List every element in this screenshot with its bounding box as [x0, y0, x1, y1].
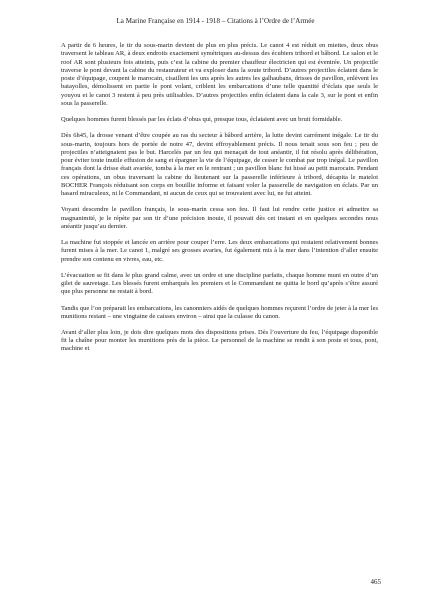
paragraph-1: A partir de 6 heures, le tir du sous-marin devient de plus en plus précis. Le canot 4 est réduit en miettes, deux obus traversent le tableau AR, à deux endroits exactement symétriques au-dessus des écubiers tribord et bâbord. Le salon et le roof AR sont plusieurs fois atteints, puis c’est la cabine du premier chauffeur électricien qui est éventrée. Un projectile traverse le pont devant la cabine du restaurateur et va exploser dans la soute tribord. D’autres projectiles éclatent dans le poste d’équipage, coupent le marocain, cisaillent les uns après les autres les galhaubans, drisses de pavillon, enlèvent les batayolles, démolissent en partie le pont volant, criblent les embarcations d’une telle quantité d’éclats que seuls le youyou et le canot 3 restent à peu près utilisables. D’autres projectiles enfin éclatent dans la cale 3, sur le pont et enfin sous la passerelle. [61, 42, 378, 108]
paragraph-8: Avant d’aller plus loin, je dois dire quelques mots des dispositions prises. Dès l’ouverture du feu, l’équipage disponible fit la chaîne pour monter les munitions près de la pièce. Le personnel de la machine se rendit à son poste et tous, pont, machine et [61, 328, 378, 353]
page-number: 465 [370, 578, 381, 586]
paragraph-5: La machine fut stoppée et lancée en arrière pour couper l’erre. Les deux embarcations qui restaient relativement bonnes furent mises à la mer. Le canot 1, malgré ses grosses avaries, fut également mis à la mer dans l’intention d’aller ensuite prendre son contenu en vivres, eau, etc. [61, 239, 378, 263]
paragraph-6: L’évacuation se fit dans le plus grand calme, avec un ordre et une discipline parfaits, chaque homme muni en outre d’un gilet de sauvetage. Les blessés furent embarqués les premiers et le Commandant ne quitta le bord qu’après s’être assuré que plus personne ne restait à bord. [61, 271, 378, 296]
paragraph-2: Quelques hommes furent blessés par les éclats d’obus qui, presque tous, éclataient avec un bruit formidable. [61, 116, 343, 124]
paragraph-7: Tandis que l’on préparait les embarcations, les canonniers aidés de quelques hommes reçurent l’ordre de jeter à la mer les munitions restant – une vingtaine de caisses environ – ainsi que la culasse du canon. [61, 304, 378, 320]
paragraph-4: Voyant descendre le pavillon français, le sous-marin cessa son feu. Il faut lui rendre cette justice et admettre sa magnanimité, je le répète par son tir d’une précision inouie, il pouvait dès cet instant et en quelques secondes nous anéantir jusqu’au dernier. [61, 206, 378, 231]
paragraph-3: Dès 6h45, la drosse venant d’être coupée au ras du secteur à bâbord arrière, la lutte devint carrément inégale. Le tir du sous-marin, toujours hors de portée de notre 47, devint effroyablement précis. Il nous tenait sous son feu ; peu de projectiles n’atteignaient pas le but. Harcelés par un feu qui menaçait de tout anéantir, il fut résolu après délibération, pour éviter toute inutile effusion de sang et épargner la vie de l’équipage, de cesser le combat par trop inégal. Le pavillon français dont la drisse était avariée, tomba à la mer en le rentrant ; un pavillon blanc fut hissé au petit marocain. Pendant ces opérations, un obus traversant la cabine du lieutenant sur la passerelle inférieure à tribord, décapita le matelot BOCHER François réduisant son corps en bouillie informe et faisant voler la passerelle de navigation en éclats. Par un hasard miraculeux, ni le Commandant, ni aucun de ceux qui se trouvaient avec lui, ne fut atteint. [61, 132, 378, 198]
running-header: La Marine Française en 1914 - 1918 – Citations à l’Ordre de l’Armée [116, 17, 315, 25]
body-text [61, 42, 378, 362]
